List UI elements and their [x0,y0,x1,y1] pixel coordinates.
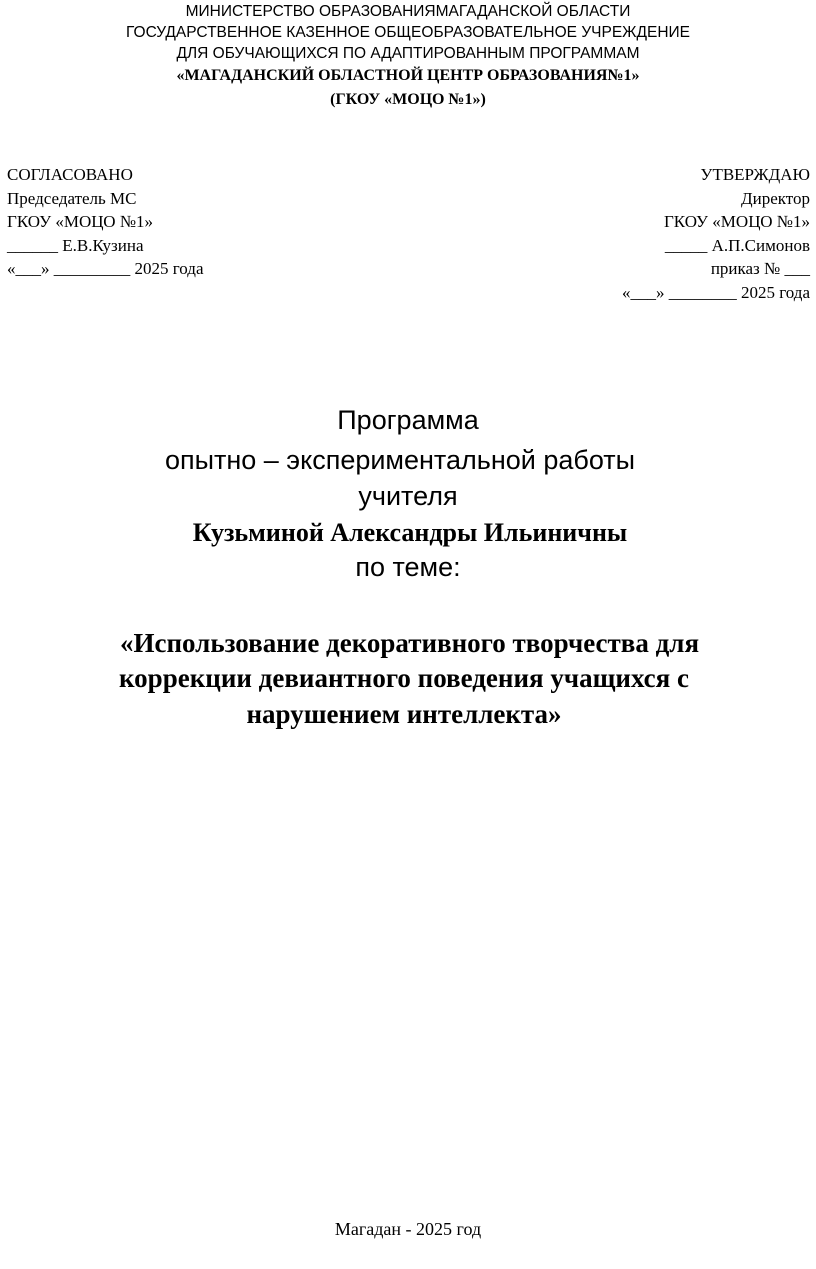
approval-left-date: «___» _________ 2025 года [7,259,204,279]
topic-line-2: коррекции девиантного поведения учащихся с [118,663,690,693]
program-title: Программа [337,405,479,435]
approval-right-org: ГКОУ «МОЦО №1» [663,212,810,232]
topic-line-3: нарушением интеллекта» [246,699,562,729]
header-institution-type: ГОСУДАРСТВЕННОЕ КАЗЕННОЕ ОБЩЕОБРАЗОВАТЕЛЬНОЕ УЧРЕЖДЕНИЕ [125,24,690,41]
approval-right-order: приказ № ___ [710,259,810,279]
header-center-name: «МАГАДАНСКИЙ ОБЛАСТНОЙ ЦЕНТР ОБРАЗОВАНИЯ№1» [176,67,640,84]
header-ministry: МИНИСТЕРСТВО ОБРАЗОВАНИЯМАГАДАНСКОЙ ОБЛАСТИ [185,3,631,20]
approval-right-role: Директор [741,188,810,208]
program-teacher-name: Кузьминой Александры Ильиничны [192,518,628,547]
approval-right-date: «___» ________ 2025 года [621,282,810,302]
approval-left-signature: ______ Е.В.Кузина [7,235,144,255]
program-topic-label: по теме: [355,552,461,582]
header-programs: ДЛЯ ОБУЧАЮЩИХСЯ ПО АДАПТИРОВАННЫМ ПРОГРАММАМ [176,45,640,62]
approval-left-title: СОГЛАСОВАНО [7,165,133,184]
approval-right-signature: _____ А.П.Симонов [664,235,810,255]
approval-left-role: Председатель МС [7,188,137,208]
program-subtitle: опытно – экспериментальной работы [164,445,636,475]
approval-right-block [622,163,810,305]
header-abbreviation: (ГКОУ «МОЦО №1») [330,91,486,108]
footer-place-year: Магадан - 2025 год [334,1219,482,1239]
program-teacher-label: учителя [358,481,458,511]
approval-right-title: УТВЕРЖДАЮ [700,165,810,184]
approval-left-org: ГКОУ «МОЦО №1» [7,212,154,232]
topic-line-1: «Использование декоративного творчества для [120,628,700,658]
approval-left-block [7,163,204,281]
